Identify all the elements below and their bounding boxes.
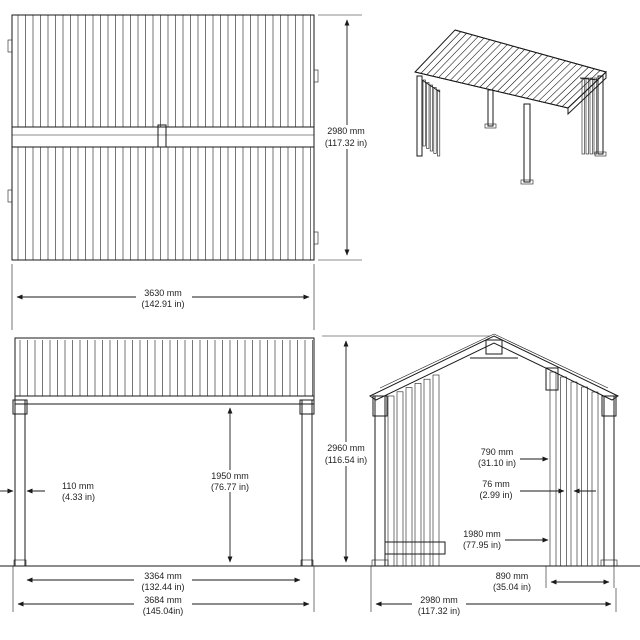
dim-top-width-mm: 3630 mm	[144, 288, 182, 298]
dim-top-height-mm: 2980 mm	[327, 126, 365, 136]
side-slat	[550, 372, 556, 566]
side-post-left	[375, 396, 385, 566]
rib-line	[515, 57, 554, 95]
iso-slat	[582, 78, 585, 154]
iso-slat	[423, 80, 425, 146]
front-post-left	[15, 400, 25, 566]
rib-line	[480, 48, 519, 87]
side-slat	[397, 392, 403, 566]
dim-slat-gap-in: (2.99 in)	[479, 490, 513, 500]
ridge-bracket	[486, 340, 502, 354]
dim-inner-width-mm: 3364 mm	[144, 571, 182, 581]
side-slat	[571, 382, 577, 566]
rib-line	[474, 46, 513, 86]
iso-slat	[430, 85, 432, 151]
dim-side-panel-height-mm: 790 mm	[480, 447, 514, 457]
roof-ribs-upper	[18, 15, 311, 127]
front-post-right	[302, 400, 312, 566]
iso-post	[417, 76, 422, 156]
dim-inner-width	[27, 570, 300, 592]
side-slat	[592, 392, 598, 566]
side-slat	[561, 377, 567, 566]
side-slat	[415, 383, 421, 566]
side-slat	[424, 379, 430, 566]
rib-line	[550, 67, 588, 104]
dim-side-panel-width	[493, 566, 614, 592]
ridge-beam	[12, 127, 314, 147]
dim-inner-width-in: (132.44 in)	[141, 582, 185, 592]
dim-top-height-in: (117.32 in)	[324, 138, 368, 148]
iso-post	[488, 90, 493, 126]
rib-line	[544, 66, 582, 103]
top-view	[8, 15, 318, 260]
dim-total-height-in: (116.54 in)	[324, 455, 368, 465]
side-slat	[582, 387, 588, 566]
roof-outline	[12, 15, 314, 260]
rib-line	[421, 32, 461, 74]
rib-line	[503, 54, 542, 93]
rib-line	[492, 51, 531, 90]
front-beam	[15, 396, 314, 404]
dim-side-clear-height-mm: 1980 mm	[463, 529, 501, 539]
iso-roof	[415, 30, 606, 108]
dim-top-width	[12, 264, 314, 330]
rib-line	[456, 41, 495, 81]
rib-line	[462, 43, 501, 83]
dim-side-depth-mm: 2980 mm	[420, 595, 458, 605]
iso-slat	[437, 90, 439, 156]
side-slat	[406, 388, 412, 566]
iso-slat	[427, 83, 429, 149]
ridge-joint	[158, 125, 166, 147]
dim-front-height-in: (76.77 in)	[210, 482, 250, 492]
dim-post-size-in: (4.33 in)	[62, 492, 96, 502]
side-roof	[370, 336, 618, 400]
rib-line	[486, 49, 525, 88]
rib-line	[433, 35, 473, 76]
side-post-right	[604, 396, 614, 566]
iso-post	[524, 104, 530, 182]
dim-side-clear-height-in: (77.95 in)	[462, 540, 502, 550]
dim-slat-gap	[479, 479, 596, 500]
dim-top-width-in: (142.91 in)	[141, 299, 185, 309]
rib-line	[497, 53, 536, 92]
side-slat	[388, 396, 394, 566]
dim-front-height	[206, 408, 256, 562]
dim-top-height	[318, 15, 374, 260]
dim-post-size-mm: 110 mm	[62, 481, 94, 491]
rib-line	[439, 36, 479, 77]
dim-slat-gap-mm: 76 mm	[482, 479, 510, 489]
iso-slat	[434, 88, 436, 154]
front-roof	[15, 338, 314, 396]
rib-line	[468, 45, 507, 85]
rib-line	[527, 61, 566, 99]
dim-side-panel-width-mm: 890 mm	[495, 571, 529, 581]
rib-line	[509, 56, 548, 94]
dim-side-panel-width-in: (35.04 in)	[492, 582, 532, 592]
rib-line	[539, 64, 577, 101]
iso-slat	[590, 78, 593, 154]
dim-total-height-mm: 2960 mm	[327, 443, 365, 453]
dim-outer-width-in: (145.04in)	[142, 606, 184, 616]
dim-outer-width-mm: 3684 mm	[144, 595, 182, 605]
rib-line	[521, 59, 560, 97]
dim-side-clear-height	[463, 529, 548, 550]
roof-ribs-lower	[18, 147, 311, 260]
iso-post	[598, 76, 603, 154]
dim-front-height-mm: 1950 mm	[211, 471, 249, 481]
dim-side-panel-height	[478, 447, 548, 468]
rib-line	[450, 40, 490, 81]
dim-side-depth-in: (117.32 in)	[417, 606, 461, 616]
dim-post-size	[0, 481, 95, 502]
isometric-view	[415, 30, 606, 184]
dim-side-panel-height-in: (31.10 in)	[477, 458, 517, 468]
rib-line	[533, 62, 571, 99]
side-slat	[433, 375, 439, 566]
rib-line	[444, 38, 484, 79]
